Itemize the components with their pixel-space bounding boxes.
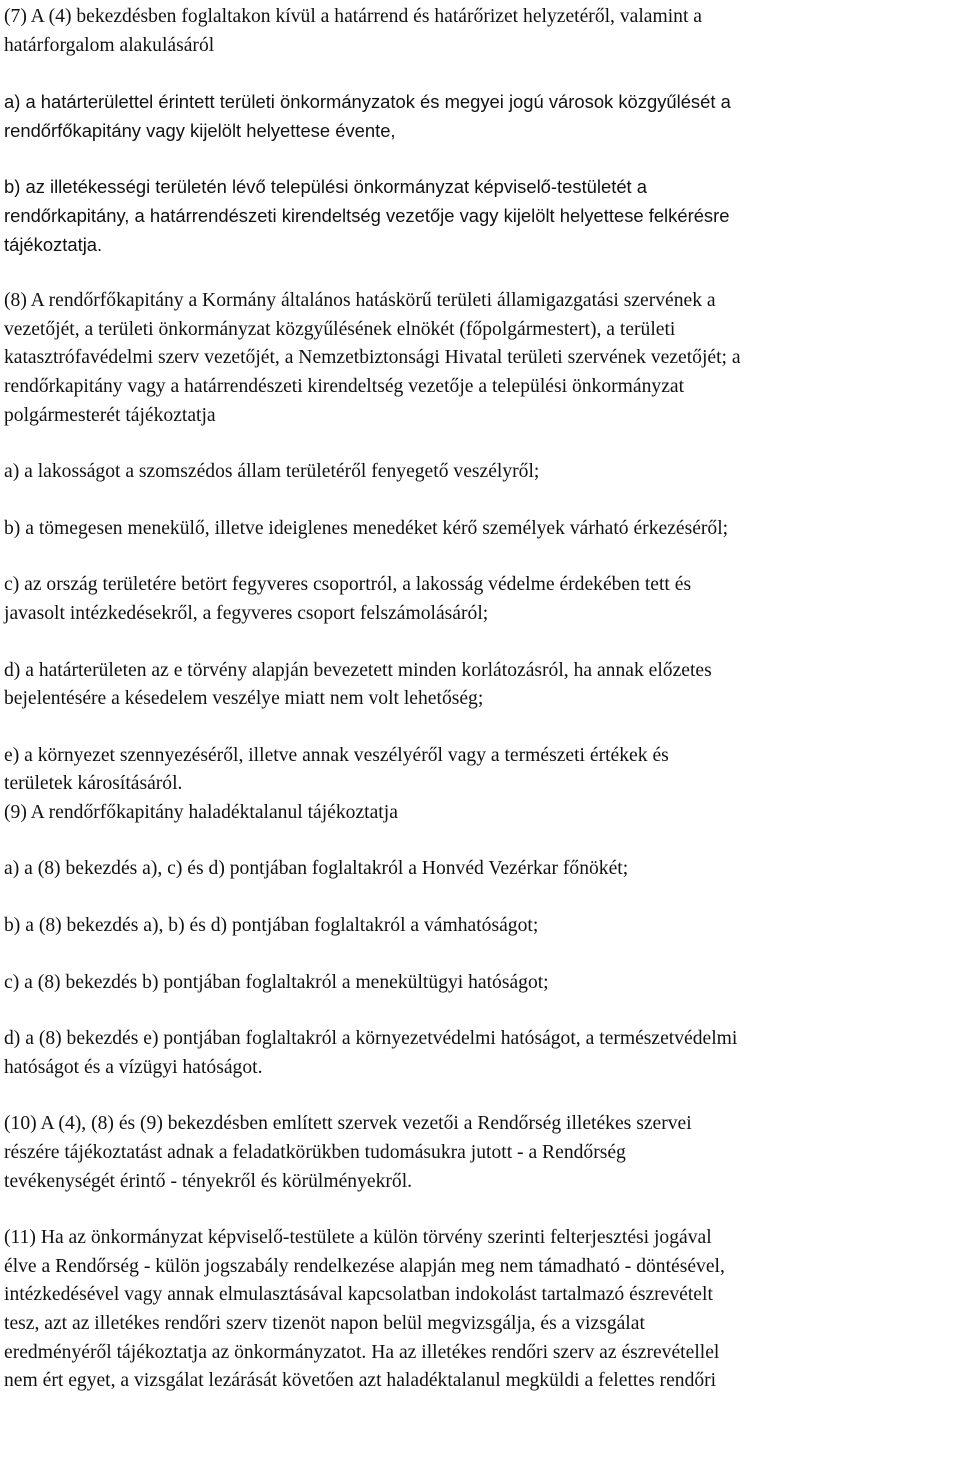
text-line: katasztrófavédelmi szerv vezetőjét, a Nemzetbiztonsági Hivatal területi szervének vezetőjét; a	[4, 347, 741, 369]
paragraph-p9a	[4, 855, 954, 884]
paragraph-p8d	[4, 657, 954, 714]
text-line: b) az illetékességi területén lévő települési önkormányzat képviselő-testületét a	[4, 176, 647, 198]
text-line: e) a környezet szennyezéséről, illetve annak veszélyéről vagy a természeti értékek és	[4, 744, 669, 766]
paragraph-p8b	[4, 515, 954, 544]
text-line: nem ért egyet, a vizsgálat lezárását követően azt haladéktalanul megküldi a felettes rendőri	[4, 1370, 717, 1392]
text-line: bejelentésére a késedelem veszélye miatt nem volt lehetőség;	[4, 688, 484, 710]
text-line: (9) A rendőrfőkapitány haladéktalanul tájékoztatja	[4, 801, 398, 823]
paragraph-p9d	[4, 1025, 954, 1082]
text-line: a) a (8) bekezdés a), c) és d) pontjában foglaltakról a Honvéd Vezérkar főnökét;	[4, 858, 629, 880]
paragraph-p9	[4, 799, 954, 828]
paragraph-p9b	[4, 912, 954, 941]
paragraph-p7b	[4, 173, 954, 259]
text-line: b) a tömegesen menekülő, illetve ideiglenes menedéket kérő személyek várható érkezéséről;	[4, 517, 729, 539]
text-line: rendőrfőkapitány vagy kijelölt helyettese évente,	[4, 119, 396, 141]
text-line: rendőrkapitány vagy a határrendészeti kirendeltség vezetője a települési önkormányzat	[4, 375, 685, 397]
paragraph-p10	[4, 1110, 954, 1196]
text-line: d) a határterületen az e törvény alapján bevezetett minden korlátozásról, ha annak előzetes	[4, 659, 712, 681]
text-line: tevékenységét érintő - tényekről és körülményekről.	[4, 1170, 413, 1192]
paragraph-p8a	[4, 458, 954, 487]
paragraph-p8	[4, 287, 954, 430]
text-line: területek károsításáról.	[4, 773, 183, 795]
text-line: c) az ország területére betört fegyveres csoportról, a lakosság védelme érdekében tett és	[4, 574, 692, 596]
text-line: c) a (8) bekezdés b) pontjában foglaltakról a menekültügyi hatóságot;	[4, 971, 549, 993]
paragraph-p7	[4, 3, 954, 60]
text-line: részére tájékoztatást adnak a feladatkörükben tudomásukra jutott - a Rendőrség	[4, 1142, 626, 1164]
text-line: tájékoztatja.	[4, 233, 103, 255]
paragraph-p11	[4, 1224, 954, 1396]
text-line: (10) A (4), (8) és (9) bekezdésben említett szervek vezetői a Rendőrség illetékes szervei	[4, 1113, 692, 1135]
text-line: polgármesterét tájékoztatja	[4, 404, 216, 426]
paragraph-p8e	[4, 742, 954, 799]
text-line: rendőrkapitány, a határrendészeti kirendeltség vezetője vagy kijelölt helyettese felkérésre	[4, 204, 730, 226]
text-line: b) a (8) bekezdés a), b) és d) pontjában foglaltakról a vámhatóságot;	[4, 915, 539, 937]
text-line: a) a lakosságot a szomszédos állam területéről fenyegető veszélyről;	[4, 461, 540, 483]
paragraph-p7a	[4, 88, 954, 145]
text-line: d) a (8) bekezdés e) pontjában foglaltakról a környezetvédelmi hatóságot, a természetvédelmi	[4, 1028, 738, 1050]
text-line: a) a határterülettel érintett területi önkormányzatok és megyei jogú városok közgyűlését a	[4, 91, 731, 113]
text-line: határforgalom alakulásáról	[4, 34, 215, 56]
document-page	[4, 3, 954, 1424]
text-line: tesz, azt az illetékes rendőri szerv tizenöt napon belül megvizsgálja, és a vizsgálat	[4, 1313, 645, 1334]
paragraph-p9c	[4, 969, 954, 998]
text-line: hatóságot és a vízügyi hatóságot.	[4, 1056, 263, 1078]
text-line: (7) A (4) bekezdésben foglaltakon kívül a határrend és határőrizet helyzetéről, valamint a	[4, 6, 703, 27]
paragraph-p8c	[4, 571, 954, 628]
text-line: (11) Ha az önkormányzat képviselő-testülete a külön törvény szerinti felterjesztési jogával	[4, 1227, 712, 1249]
text-line: élve a Rendőrség - külön jogszabály rendelkezése alapján meg nem támadható - döntésével,	[4, 1255, 725, 1277]
text-line: vezetőjét, a területi önkormányzat közgyűlésének elnökét (főpolgármestert), a területi	[4, 318, 676, 340]
text-line: javasolt intézkedésekről, a fegyveres csoport felszámolásáról;	[4, 602, 489, 624]
text-line: intézkedésével vagy annak elmulasztásával kapcsolatban indokolást tartalmazó észrevételt	[4, 1284, 713, 1306]
text-line: eredményéről tájékoztatja az önkormányzatot. Ha az illetékes rendőri szerv az észrevétellel	[4, 1341, 720, 1363]
text-line: (8) A rendőrfőkapitány a Kormány általános hatáskörű területi államigazgatási szervének a	[4, 290, 716, 312]
